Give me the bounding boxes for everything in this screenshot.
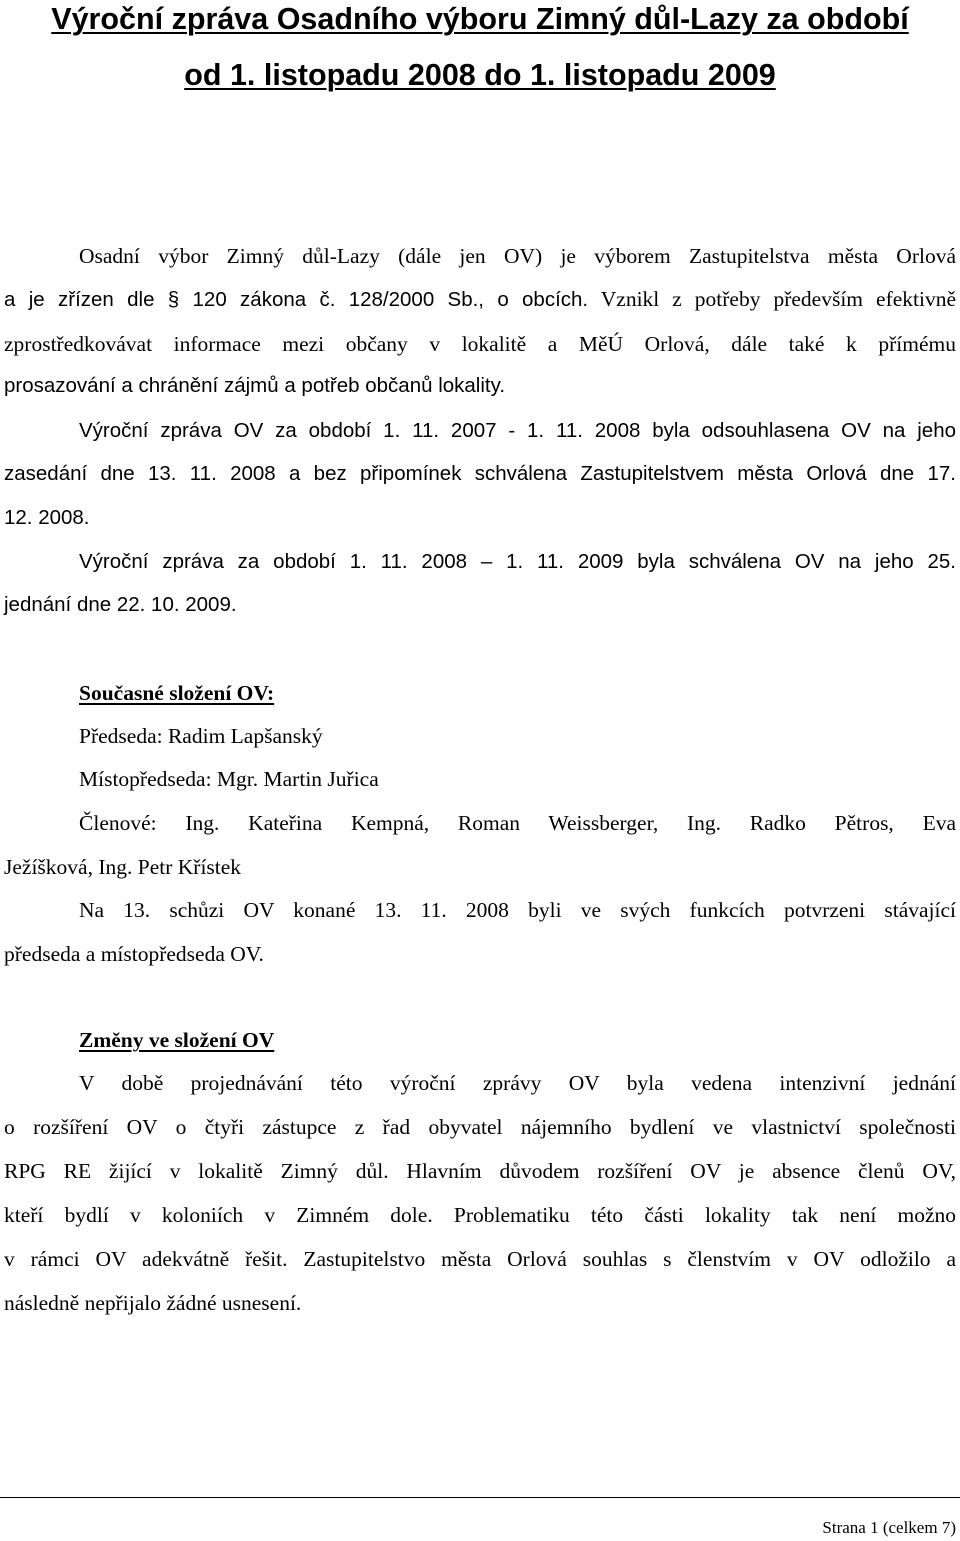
changes-line-1: V době projednávání této výroční zprávy OV byla vedena intenzivní jednání xyxy=(79,1071,956,1095)
footer-divider xyxy=(0,1497,960,1498)
document-title-line-1: Výroční zpráva Osadního výboru Zimný důl-Lazy za období xyxy=(51,2,909,36)
composition-confirm-line-2: předseda a místopředseda OV. xyxy=(4,942,264,966)
changes-line-6: následně nepřijalo žádné usnesení. xyxy=(4,1291,302,1315)
changes-line-4: kteří bydlí v koloniích v Zimném dole. Problematiku této části lokality tak není možno xyxy=(4,1203,956,1227)
report-2008-line-2: jednání dne 22. 10. 2009. xyxy=(4,593,237,616)
composition-heading: Současné složení OV: xyxy=(79,681,275,705)
intro-line-4: prosazování a chránění zájmů a potřeb občanů lokality. xyxy=(4,374,506,397)
intro-line-1: Osadní výbor Zimný důl-Lazy (dále jen OV) je výborem Zastupitelstva města Orlová xyxy=(79,244,956,268)
changes-line-5: v rámci OV adekvátně řešit. Zastupitelstvo města Orlová souhlas s členstvím v OV odložilo a xyxy=(4,1247,956,1271)
composition-members-line-1: Členové: Ing. Kateřina Kempná, Roman Weissberger, Ing. Radko Pětros, Eva xyxy=(79,811,956,835)
composition-members-line-2: Ježíšková, Ing. Petr Křístek xyxy=(4,855,242,879)
composition-vice-chair: Místopředseda: Mgr. Martin Juřica xyxy=(79,767,379,791)
report-2007-line-2: zasedání dne 13. 11. 2008 a bez připomínek schválena Zastupitelstvem města Orlová dne 17. xyxy=(4,462,956,485)
report-2007-line-1: Výroční zpráva OV za období 1. 11. 2007 - 1. 11. 2008 byla odsouhlasena OV na jeho xyxy=(79,419,956,442)
composition-confirm-line-1: Na 13. schůzi OV konané 13. 11. 2008 byli ve svých funkcích potvrzeni stávající xyxy=(79,898,956,922)
intro-line-2 xyxy=(4,284,956,315)
document-title-line-2: od 1. listopadu 2008 do 1. listopadu 2009 xyxy=(184,58,776,92)
changes-line-2: o rozšíření OV o čtyři zástupce z řad obyvatel nájemního bydlení ve vlastnictví společnosti xyxy=(4,1115,956,1139)
composition-chair: Předseda: Radim Lapšanský xyxy=(79,724,323,748)
report-2008-line-1: Výroční zpráva za období 1. 11. 2008 – 1. 11. 2009 byla schválena OV na jeho 25. xyxy=(79,550,956,573)
intro-line-2-legal-ref: a je zřízen dle § 120 zákona č. 128/2000 Sb., o obcích. xyxy=(4,288,589,311)
changes-heading: Změny ve složení OV xyxy=(79,1028,275,1052)
intro-line-2-text: Vznikl z potřeby především efektivně xyxy=(588,287,957,311)
page-number: Strana 1 (celkem 7) xyxy=(822,1518,956,1537)
intro-line-3: zprostředkovávat informace mezi občany v lokalitě a MěÚ Orlová, dále také k přímému xyxy=(4,332,956,356)
report-2007-line-3: 12. 2008. xyxy=(4,506,90,529)
changes-line-3: RPG RE žijící v lokalitě Zimný důl. Hlavním důvodem rozšíření OV je absence členů OV, xyxy=(4,1159,956,1183)
